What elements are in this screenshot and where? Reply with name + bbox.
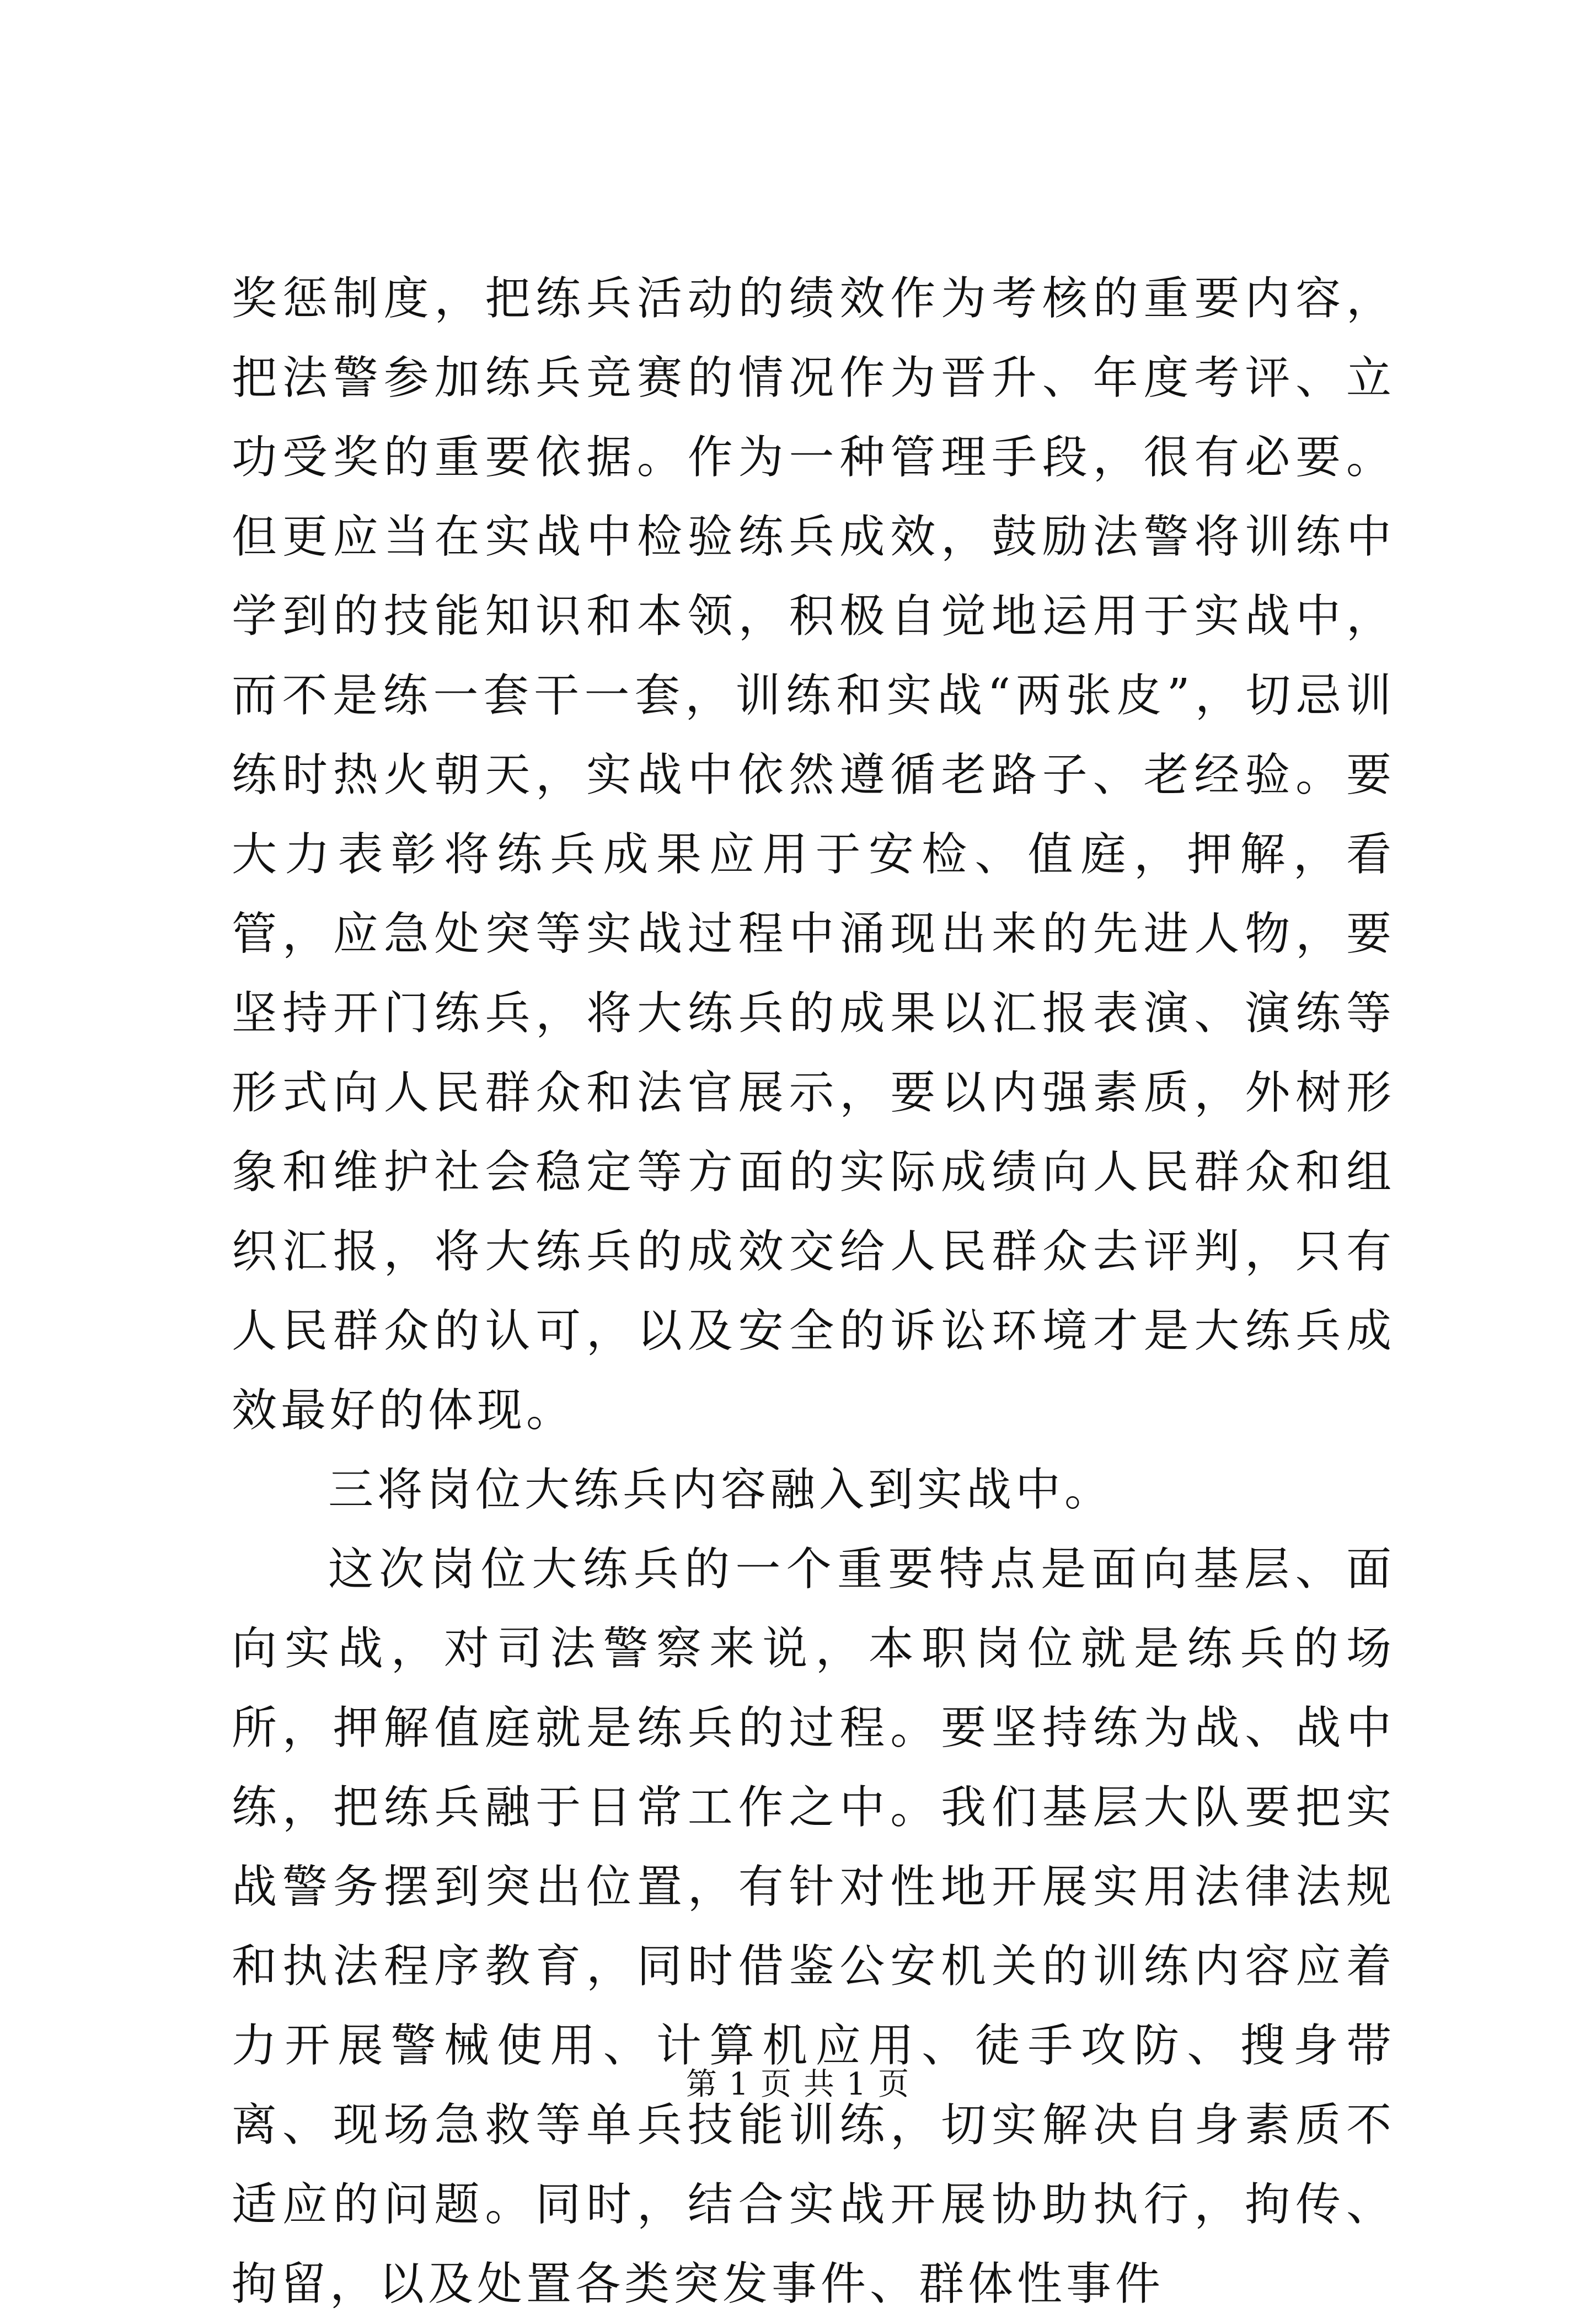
paragraph-body: 这次岗位大练兵的一个重要特点是面向基层、面向实战，对司法警察来说，本职岗位就是练兵的场所，押解值庭就是练兵的过程。要坚持练为战、战中练，把练兵融于日常工作之中。我们基层大队要把实战警务摆到突出位置，有针对性地开展实用法律法规和执法程序教育，同时借鉴公安机关的训练内容应着力开展警械使用、计算机应用、徒手攻防、搜身带离、现场急救等单兵技能训练，切实解决自身素质不适应的问题。同时，结合实战开展协助执行，拘传、拘留，以及处置各类突发事件、群体性事件 — [232, 1543, 1395, 2310]
paragraph-continuation: 奖惩制度，把练兵活动的绩效作为考核的重要内容，把法警参加练兵竞赛的情况作为晋升、年度考评、立功受奖的重要依据。作为一种管理手段，很有必要。但更应当在实战中检验练兵成效，鼓励法警将训练中学到的技能知识和本领，积极自觉地运用于实战中，而不是练一套干一套，训练和实战“两张皮”，切忌训练时热火朝天，实战中依然遵循老路子、老经验。要大力表彰将练兵成果应用于安检、值庭，押解，看管，应急处突等实战过程中涌现出来的先进人物，要坚持开门练兵，将大练兵的成果以汇报表演、演练等形式向人民群众和法官展示，要以内强素质，外树形象和维护社会稳定等方面的实际成绩向人民群众和组织汇报，将大练兵的成效交给人民群众去评判，只有人民群众的认可，以及安全的诉讼环境才是大练兵成效最好的体现。 — [232, 272, 1395, 1437]
document-body — [232, 259, 1395, 2324]
section-heading: 三将岗位大练兵内容融入到实战中。 — [328, 1464, 1114, 1516]
page-footer: 第 1 页 共 1 页 — [685, 2066, 911, 2102]
